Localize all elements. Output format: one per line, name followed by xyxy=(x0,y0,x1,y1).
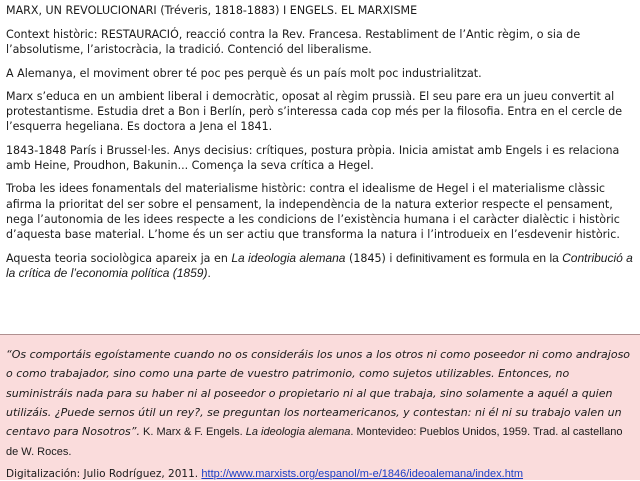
theory-text-1: Aquesta teoria sociològica apareix ja en xyxy=(6,251,232,265)
digitalization-label: Digitalización: Julio Rodríguez, 2011. xyxy=(6,467,202,480)
theory-book-title-2: Contribució a la crítica de l’economia política (1859) xyxy=(6,250,633,280)
paragraph-paris-brussels: 1843-1848 París i Brussel·les. Anys decisius: crítiques, postura pròpia. Inicia amistat amb Engels i es relaciona amb Heine, Proudhon, Bakunin... Comença la seva crítica a Hegel. xyxy=(6,143,620,173)
quote-text: “Os comportáis egoístamente cuando no os consideráis los unos a los otros ni como poseedor ni como andrajoso o como trabajador, sino como una parte de vuestro patrimonio, como sujetos utilizables. Entonces, no suministráis nada para su haber ni al poseedor o propietario ni al que trabaja, sino solamente a aquél a quien utilizáis. ¿Puede sernos útil un rey?, se preguntan los norteamericanos, y contestan: ni él ni su trabajo valen un centavo para Nosotros”. xyxy=(6,348,631,439)
quote-cite-authors: K. Marx & F. Engels. xyxy=(139,426,246,439)
quote-cite-title: La ideologia alemana xyxy=(245,426,351,439)
paragraph-context: Context històric: RESTAURACIÓ, reacció contra la Rev. Francesa. Restabliment de l’Antic règim, o sia de l’absolutisme, l’aristocràcia, la tradició. Contenció del liberalisme. xyxy=(6,28,581,57)
paragraph-education: Marx s’educa en un ambient liberal i democràtic, oposat al règim prussià. El seu pare era un jueu convertit al protestantisme. Estudia dret a Bon i Berlín, però s’interessa cada cop més per la filosofia. Entra en el cercle de l’esquerra hegeliana. Es doctora a Jena el 1841. xyxy=(6,89,623,134)
paragraph-theory xyxy=(6,251,634,282)
quote-box xyxy=(0,334,640,480)
quote-inner xyxy=(6,343,636,481)
paragraph-materialism: Troba les idees fonamentals del materialisme històric: contra el idealisme de Hegel i el materialisme clàssic afirma la prioritat del ser sobre el pensament, la independència de la natura exterior respecte el pensament, nega l’autonomia de les idees respecte a les condicions de l’existència humana i el caràcter dialèctic i històric d’aquesta base material. L’home és un ser actiu que transforma la natura i l’introdueix en l’esdevenir històric. xyxy=(6,182,620,242)
theory-text-3: definitivament es formula en la xyxy=(396,250,563,265)
main-content xyxy=(6,4,634,289)
page-title: MARX, UN REVOLUCIONARI (Tréveris, 1818-1883) I ENGELS. EL MARXISME xyxy=(6,4,418,17)
digitalization-credit xyxy=(6,467,636,481)
quote-block xyxy=(6,343,636,461)
paragraph-germany: A Alemanya, el moviment obrer té poc pes perquè és un país molt poc industrialitzat. xyxy=(6,66,482,80)
quote-cite-rest: . Montevideo: Pueblos Unidos, 1959. Trad. al castellano de W. Roces. xyxy=(6,426,623,459)
theory-book-title-1: La ideologia alemana xyxy=(231,250,346,265)
theory-text-2: (1845) i xyxy=(345,251,397,265)
theory-text-4: . xyxy=(207,265,211,280)
source-link[interactable]: http://www.marxists.org/espanol/m-e/1846/ideoalemana/index.htm xyxy=(201,467,524,480)
